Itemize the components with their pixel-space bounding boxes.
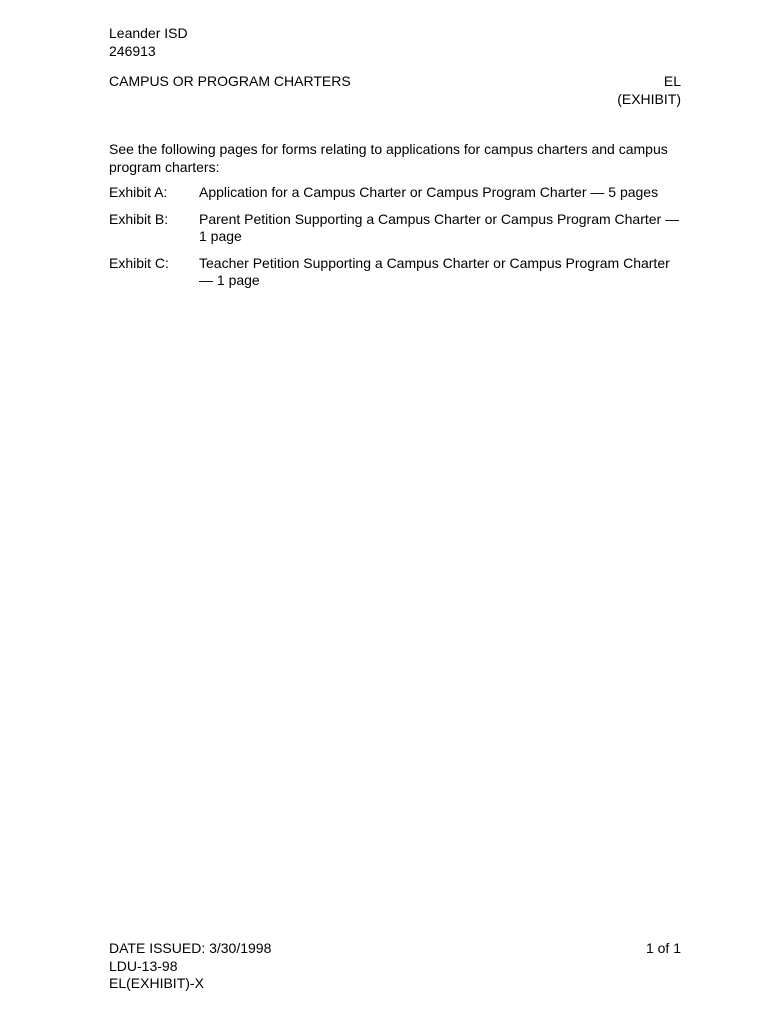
exhibit-item-a bbox=[109, 184, 681, 202]
exhibit-label: Exhibit B: bbox=[109, 210, 169, 227]
district-name: Leander ISD bbox=[109, 25, 188, 41]
document-code: EL(EXHIBIT)-X bbox=[109, 975, 204, 991]
intro-paragraph: See the following pages for forms relating to applications for campus charters and campus program charters: bbox=[109, 141, 668, 175]
policy-code-block bbox=[617, 73, 681, 108]
exhibit-item-b bbox=[109, 211, 681, 246]
policy-code: EL bbox=[663, 73, 681, 89]
district-header bbox=[109, 25, 188, 60]
exhibit-label: Exhibit A: bbox=[109, 184, 168, 200]
policy-code-type: (EXHIBIT) bbox=[617, 90, 681, 107]
page-number: 1 of 1 bbox=[645, 940, 681, 956]
footer-info bbox=[109, 940, 681, 993]
district-number: 246913 bbox=[109, 42, 156, 59]
exhibit-description: Application for a Campus Charter or Campus Program Charter — 5 pages bbox=[199, 184, 659, 200]
exhibit-label: Exhibit C: bbox=[109, 254, 169, 271]
document-page bbox=[109, 25, 681, 995]
exhibit-item-c bbox=[109, 255, 681, 290]
exhibit-description: Parent Petition Supporting a Campus Charter or Campus Program Charter — 1 page bbox=[199, 210, 680, 244]
exhibit-description: Teacher Petition Supporting a Campus Charter or Campus Program Charter — 1 page bbox=[199, 254, 670, 288]
date-issued: DATE ISSUED: 3/30/1998 bbox=[109, 940, 272, 956]
exhibit-list bbox=[109, 184, 681, 299]
update-number: LDU-13-98 bbox=[109, 957, 178, 974]
page-footer bbox=[109, 940, 681, 993]
policy-title: CAMPUS OR PROGRAM CHARTERS bbox=[109, 73, 351, 89]
